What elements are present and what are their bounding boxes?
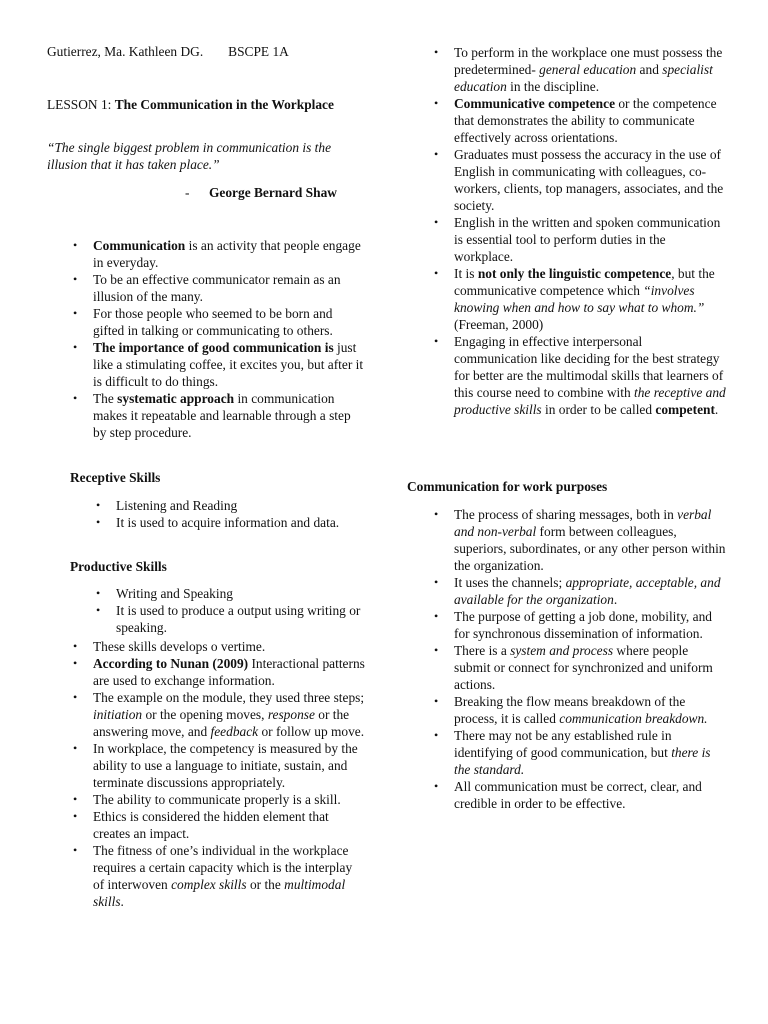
- student-name: Gutierrez, Ma. Kathleen DG.: [47, 44, 204, 59]
- list-item: • There is a system and process where people submit or connect for synchronized and uniform actions.: [454, 642, 726, 693]
- list-item: • The ability to communicate properly is a skill.: [93, 791, 365, 808]
- work-purposes-heading: Communication for work purposes: [407, 479, 608, 494]
- list-item: • Engaging in effective interpersonal communication like deciding for the best strategy for better are the multimodal skills that learners of this course need to combine with the receptive and productive skills in order to be called competent.: [454, 333, 726, 418]
- list-item: • The example on the module, they used three steps; initiation or the opening moves, response or the answering move, and feedback or follow up move.: [93, 689, 365, 740]
- list-item: • These skills develops o vertime.: [93, 638, 365, 655]
- list-item: • All communication must be correct, clear, and credible in order to be effective.: [454, 778, 726, 812]
- list-item: • The systematic approach in communication makes it repeatable and learnable through a step by step procedure.: [93, 390, 365, 441]
- list-item: • In workplace, the competency is measured by the ability to use a language to initiate, sustain, and terminate discussions appropriately.: [93, 740, 365, 791]
- intro-bullet-list: [93, 237, 365, 441]
- student-class: BSCPE 1A: [228, 44, 289, 59]
- list-item: • The fitness of one’s individual in the workplace requires a certain capacity which is the interplay of interwoven complex skills or the multimodal skills.: [93, 842, 365, 910]
- skills-bullet-list: [93, 638, 365, 910]
- list-item: • It is used to produce a output using writing or speaking.: [116, 602, 366, 636]
- list-item: • Communicative competence or the competence that demonstrates the ability to communicate effectively across orientations.: [454, 95, 726, 146]
- competence-bullet-list: [454, 44, 726, 418]
- list-item: • The purpose of getting a job done, mobility, and for synchronous dissemination of information.: [454, 608, 726, 642]
- list-item: • Ethics is considered the hidden element that creates an impact.: [93, 808, 365, 842]
- work-purposes-list: [454, 506, 726, 812]
- receptive-skills-heading: Receptive Skills: [70, 470, 161, 485]
- list-item: • It is not only the linguistic competence, but the communicative competence which “involves knowing when and how to say what to whom.” (Freeman, 2000): [454, 265, 726, 333]
- list-item: • Breaking the flow means breakdown of the process, it is called communication breakdown.: [454, 693, 726, 727]
- list-item: • It uses the channels; appropriate, acceptable, and available for the organization.: [454, 574, 726, 608]
- list-item: • Listening and Reading: [116, 497, 366, 514]
- document-header: [47, 43, 289, 60]
- list-item: • There may not be any established rule in identifying of good communication, but there is the standard.: [454, 727, 726, 778]
- list-item: • To perform in the workplace one must possess the predetermined- general education and specialist education in the discipline.: [454, 44, 726, 95]
- list-item: • The importance of good communication is just like a stimulating coffee, it excites you, but after it is difficult to do things.: [93, 339, 365, 390]
- list-item: • Writing and Speaking: [116, 585, 366, 602]
- lesson-title: LESSON 1: The Communication in the Workplace: [47, 97, 334, 112]
- receptive-skills-list: [116, 497, 366, 531]
- list-item: • According to Nunan (2009) Interactional patterns are used to exchange information.: [93, 655, 365, 689]
- quote-author: - George Bernard Shaw: [185, 185, 337, 200]
- list-item: • English in the written and spoken communication is essential tool to perform duties in the workplace.: [454, 214, 726, 265]
- list-item: • The process of sharing messages, both in verbal and non-verbal form between colleagues, superiors, subordinates, or any other person within the organization.: [454, 506, 726, 574]
- list-item: • Graduates must possess the accuracy in the use of English in communicating with colleagues, co-workers, clients, top managers, associates, and the society.: [454, 146, 726, 214]
- productive-skills-heading: Productive Skills: [70, 559, 167, 574]
- list-item: • For those people who seemed to be born and gifted in talking or communicating to others.: [93, 305, 365, 339]
- list-item: • Communication is an activity that people engage in everyday.: [93, 237, 365, 271]
- list-item: • It is used to acquire information and data.: [116, 514, 366, 531]
- list-item: • To be an effective communicator remain as an illusion of the many.: [93, 271, 365, 305]
- quote-text: “The single biggest problem in communication is the illusion that it has taken place.”: [47, 140, 332, 172]
- productive-skills-list: [116, 585, 366, 636]
